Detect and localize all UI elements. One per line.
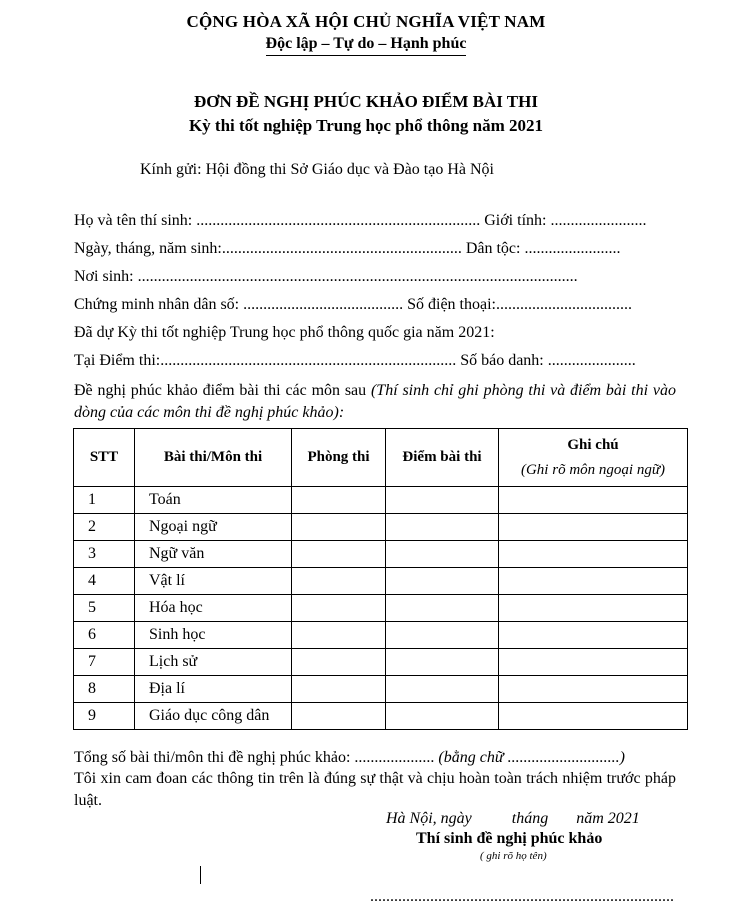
table-header-row <box>74 429 688 487</box>
row-note-cell[interactable] <box>499 595 688 622</box>
row-stt: 3 <box>74 541 135 568</box>
row-stt: 1 <box>74 487 135 514</box>
name-gender-field[interactable]: Họ và tên thí sinh: ....................................................................... Giới tính: ........................ <box>74 212 647 229</box>
row-room-cell[interactable] <box>292 703 386 730</box>
signer-title: Thí sinh đề nghị phúc khảo <box>416 830 603 847</box>
row-room-cell[interactable] <box>292 568 386 595</box>
row-stt: 8 <box>74 676 135 703</box>
row-room-cell[interactable] <box>292 676 386 703</box>
table-row <box>74 568 688 595</box>
row-stt: 9 <box>74 703 135 730</box>
row-room-cell[interactable] <box>292 487 386 514</box>
header-stt: STT <box>74 429 135 487</box>
row-score-cell[interactable] <box>386 568 499 595</box>
row-room-cell[interactable] <box>292 541 386 568</box>
row-score-cell[interactable] <box>386 622 499 649</box>
row-stt: 7 <box>74 649 135 676</box>
row-score-cell[interactable] <box>386 514 499 541</box>
commitment-paragraph <box>74 768 676 812</box>
dob-ethnicity-field[interactable]: Ngày, tháng, năm sinh:............................................................ Dân tộc: ........................ <box>74 240 621 257</box>
request-text: Đề nghị phúc khảo điểm bài thi các môn sau <box>74 382 371 399</box>
table-row <box>74 676 688 703</box>
total-line[interactable] <box>74 749 625 767</box>
row-note-cell[interactable] <box>499 541 688 568</box>
row-subject: Vật lí <box>135 568 292 595</box>
row-subject: Giáo dục công dân <box>135 703 292 730</box>
row-room-cell[interactable] <box>292 514 386 541</box>
row-stt: 5 <box>74 595 135 622</box>
row-room-cell[interactable] <box>292 649 386 676</box>
row-subject: Toán <box>135 487 292 514</box>
header-score: Điểm bài thi <box>386 429 499 487</box>
request-paragraph <box>74 380 676 424</box>
commitment-text: Tôi xin cam đoan các thông tin trên là đúng sự thật và chịu hoàn toàn trách nhiệm trước pháp luật. <box>74 770 676 809</box>
row-score-cell[interactable] <box>386 703 499 730</box>
row-note-cell[interactable] <box>499 514 688 541</box>
table-row <box>74 541 688 568</box>
signer-note: ( ghi rõ họ tên) <box>480 850 547 862</box>
exam-statement: Đã dự Kỳ thi tốt nghiệp Trung học phổ thông quốc gia năm 2021: <box>74 324 495 341</box>
row-note-cell[interactable] <box>499 649 688 676</box>
row-stt: 6 <box>74 622 135 649</box>
row-stt: 4 <box>74 568 135 595</box>
row-subject: Ngoại ngữ <box>135 514 292 541</box>
table-row <box>74 622 688 649</box>
total-text: Tổng số bài thi/môn thi đề nghị phúc khảo: .................... <box>74 749 439 766</box>
row-score-cell[interactable] <box>386 595 499 622</box>
document-subtitle: Kỳ thi tốt nghiệp Trung học phổ thông năm 2021 <box>188 116 544 135</box>
row-room-cell[interactable] <box>292 595 386 622</box>
row-stt: 2 <box>74 514 135 541</box>
row-subject: Hóa học <box>135 595 292 622</box>
row-note-cell[interactable] <box>499 622 688 649</box>
row-subject: Địa lí <box>135 676 292 703</box>
header-room: Phòng thi <box>292 429 386 487</box>
header-note-sub: (Ghi rõ môn ngoại ngữ) <box>520 461 665 478</box>
row-score-cell[interactable] <box>386 541 499 568</box>
document-title: ĐƠN ĐỀ NGHỊ PHÚC KHẢO ĐIỂM BÀI THI <box>194 92 538 111</box>
total-words: (bằng chữ ............................) <box>438 749 625 766</box>
table-row <box>74 487 688 514</box>
row-subject: Lịch sử <box>135 649 292 676</box>
row-note-cell[interactable] <box>499 676 688 703</box>
row-note-cell[interactable] <box>499 568 688 595</box>
birthplace-field[interactable]: Nơi sinh: .............................................................................................................. <box>74 268 578 285</box>
motto-heading <box>0 35 732 56</box>
request-note: (Thí sinh chỉ ghi phòng thi và điểm bài thi vào dòng của các môn thi đề nghị phúc khảo): <box>74 382 676 421</box>
recipient-line: Kính gửi: Hội đồng thi Sở Giáo dục và Đào tạo Hà Nội <box>140 161 494 178</box>
row-score-cell[interactable] <box>386 676 499 703</box>
row-note-cell[interactable] <box>499 487 688 514</box>
row-score-cell[interactable] <box>386 487 499 514</box>
row-subject: Ngữ văn <box>135 541 292 568</box>
place-date: Hà Nội, ngày tháng năm 2021 <box>386 810 640 827</box>
subjects-table <box>73 428 688 730</box>
row-subject: Sinh học <box>135 622 292 649</box>
country-heading: CỘNG HÒA XÃ HỘI CHỦ NGHĨA VIỆT NAM <box>186 12 546 31</box>
id-phone-field[interactable]: Chứng minh nhân dân số: ........................................ Số điện thoại:.................................. <box>74 296 632 313</box>
row-score-cell[interactable] <box>386 649 499 676</box>
signature-line[interactable]: ............................................................................ <box>370 888 674 905</box>
row-note-cell[interactable] <box>499 703 688 730</box>
table-row <box>74 514 688 541</box>
header-note <box>499 429 688 487</box>
header-subject: Bài thi/Môn thi <box>135 429 292 487</box>
site-candidate-number-field[interactable]: Tại Điểm thi:.......................................................................... Số báo danh: ...................... <box>74 352 636 369</box>
motto-text: Độc lập – Tự do – Hạnh phúc <box>266 35 467 56</box>
text-cursor <box>200 866 201 884</box>
row-room-cell[interactable] <box>292 622 386 649</box>
table-row <box>74 595 688 622</box>
header-note-title: Ghi chú <box>567 436 619 453</box>
table-row <box>74 649 688 676</box>
table-row <box>74 703 688 730</box>
